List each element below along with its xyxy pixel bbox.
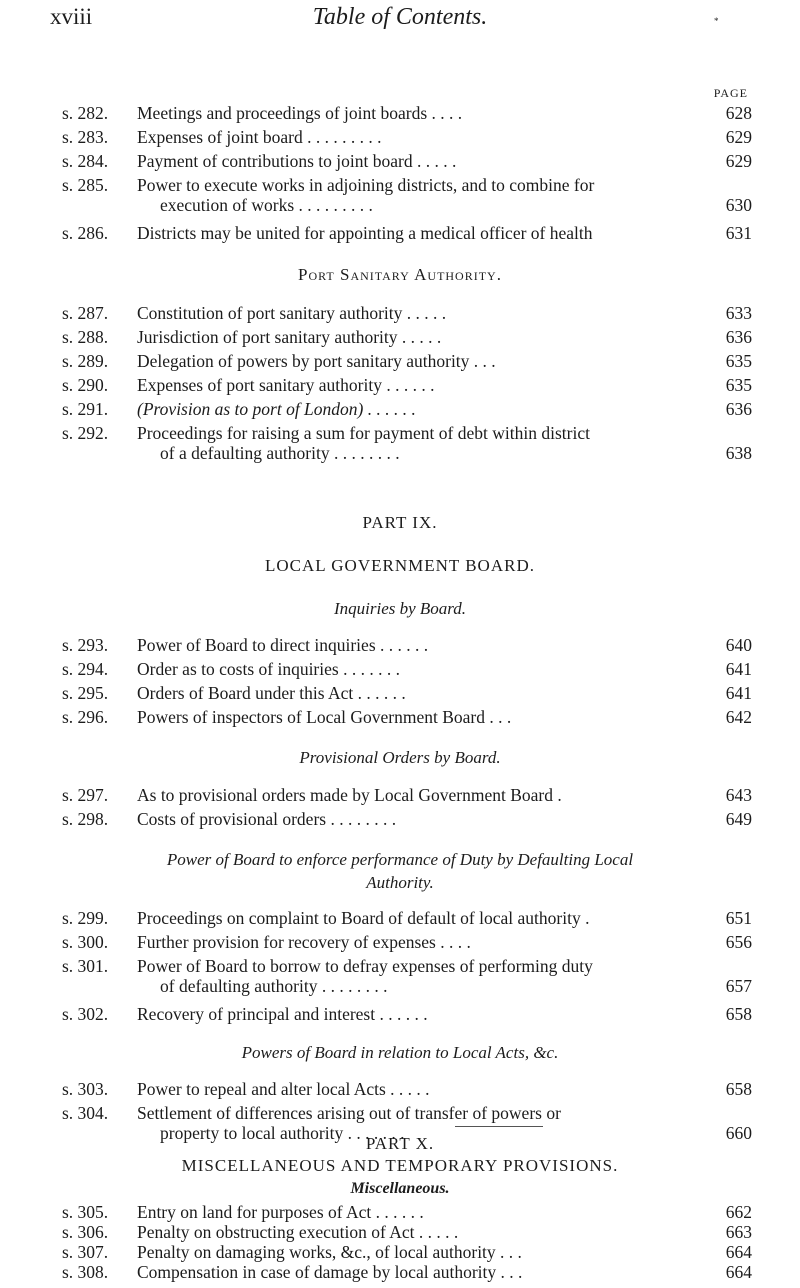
entry-title: Power to execute works in adjoining districts, and to combine for bbox=[137, 175, 595, 195]
section-number: s. 287. bbox=[62, 303, 109, 323]
section-number: s. 290. bbox=[62, 375, 109, 395]
section-number: s. 282. bbox=[62, 103, 109, 123]
entry-title-continued: property to local authority . . . . . . . bbox=[160, 1123, 405, 1143]
entry-title: Compensation in case of damage by local authority . . . bbox=[137, 1262, 523, 1282]
subheading-provisional-orders: Provisional Orders by Board. bbox=[299, 748, 501, 767]
page-column-label: PAGE bbox=[713, 86, 748, 100]
subheading-inquiries: Inquiries by Board. bbox=[333, 599, 467, 618]
entry-title: Penalty on damaging works, &c., of local authority . . . bbox=[137, 1242, 522, 1262]
entry-title: (Provision as to port of London) . . . . . . bbox=[137, 399, 416, 419]
section-number: s. 308. bbox=[62, 1262, 109, 1282]
page-number: 633 bbox=[725, 303, 752, 323]
section-number: s. 300. bbox=[62, 932, 109, 952]
entry-title: Powers of inspectors of Local Government Board . . . bbox=[137, 707, 512, 727]
entry-title: Power of Board to direct inquiries . . . . . . bbox=[137, 635, 429, 655]
section-number: s. 289. bbox=[62, 351, 109, 371]
entry-title: Proceedings on complaint to Board of default of local authority . bbox=[137, 908, 590, 928]
page-number: 656 bbox=[725, 932, 752, 952]
entry-title: Districts may be united for appointing a medical officer of health bbox=[137, 223, 593, 243]
page-number: 635 bbox=[725, 351, 752, 371]
subheading-defaulting-authority: Power of Board to enforce performance of Duty by Defaulting Local bbox=[166, 850, 634, 869]
section-number: s. 304. bbox=[62, 1103, 109, 1123]
part-x-heading: PART X. bbox=[365, 1134, 435, 1153]
subheading-miscellaneous: Miscellaneous. bbox=[350, 1180, 450, 1197]
entry-title: Payment of contributions to joint board . . . . . bbox=[137, 151, 457, 171]
section-number: s. 306. bbox=[62, 1222, 109, 1242]
page-number: 635 bbox=[725, 375, 752, 395]
section-number: s. 284. bbox=[62, 151, 109, 171]
page-number: 636 bbox=[725, 327, 752, 347]
entry-title: Expenses of port sanitary authority . . . . . . bbox=[137, 375, 435, 395]
page-number: 641 bbox=[725, 683, 752, 703]
page-number: 643 bbox=[725, 785, 752, 805]
page-number: 641 bbox=[725, 659, 752, 679]
page-number: 662 bbox=[725, 1202, 752, 1222]
entry-title: As to provisional orders made by Local Government Board . bbox=[137, 785, 562, 805]
section-number: s. 297. bbox=[62, 785, 109, 805]
section-number: s. 301. bbox=[62, 956, 109, 976]
page-number: 664 bbox=[725, 1242, 752, 1262]
section-divider bbox=[455, 1126, 543, 1127]
entry-title: Proceedings for raising a sum for payment of debt within district bbox=[137, 423, 590, 443]
page-number: 664 bbox=[725, 1262, 752, 1282]
page-number: 640 bbox=[725, 635, 752, 655]
running-title: Table of Contents. bbox=[312, 4, 488, 30]
page-number: 630 bbox=[725, 195, 752, 215]
subheading-port-sanitary: Port Sanitary Authority. bbox=[298, 265, 502, 284]
section-number: s. 307. bbox=[62, 1242, 109, 1262]
section-number: s. 285. bbox=[62, 175, 109, 195]
entry-title: Costs of provisional orders . . . . . . . . bbox=[137, 809, 397, 829]
entry-title: Settlement of differences arising out of transfer of powers or bbox=[137, 1103, 561, 1123]
page-number: 631 bbox=[725, 223, 752, 243]
page-number: 629 bbox=[725, 127, 752, 147]
page-number: 660 bbox=[725, 1123, 752, 1143]
section-number: s. 292. bbox=[62, 423, 109, 443]
entry-title: Order as to costs of inquiries . . . . . . . bbox=[137, 659, 400, 679]
section-number: s. 305. bbox=[62, 1202, 109, 1222]
entry-title: Constitution of port sanitary authority . . . . . bbox=[137, 303, 447, 323]
section-number: s. 286. bbox=[62, 223, 109, 243]
section-number: s. 294. bbox=[62, 659, 109, 679]
entry-title: Meetings and proceedings of joint boards . . . . bbox=[137, 103, 463, 123]
page-number: 658 bbox=[725, 1004, 752, 1024]
part-x-title: MISCELLANEOUS AND TEMPORARY PROVISIONS. bbox=[181, 1156, 619, 1175]
entry-title: Entry on land for purposes of Act . . . . . . bbox=[137, 1202, 424, 1222]
part-ix-title: LOCAL GOVERNMENT BOARD. bbox=[265, 556, 535, 575]
entry-title: Penalty on obstructing execution of Act . . . . . bbox=[137, 1222, 459, 1242]
subheading-defaulting-authority-cont: Authority. bbox=[366, 873, 434, 892]
section-number: s. 295. bbox=[62, 683, 109, 703]
printer-mark: * bbox=[714, 16, 719, 26]
page-number: 636 bbox=[725, 399, 752, 419]
entry-title-continued: execution of works . . . . . . . . . bbox=[160, 195, 373, 215]
part-ix-heading: PART IX. bbox=[362, 513, 438, 532]
subheading-local-acts: Powers of Board in relation to Local Acts, &c. bbox=[241, 1043, 559, 1062]
section-number: s. 299. bbox=[62, 908, 109, 928]
entry-title: Recovery of principal and interest . . . . . . bbox=[137, 1004, 428, 1024]
section-number: s. 298. bbox=[62, 809, 109, 829]
section-number: s. 283. bbox=[62, 127, 109, 147]
section-number: s. 291. bbox=[62, 399, 109, 419]
page-number: 642 bbox=[725, 707, 752, 727]
section-number: s. 296. bbox=[62, 707, 109, 727]
section-number: s. 288. bbox=[62, 327, 109, 347]
section-number: s. 293. bbox=[62, 635, 109, 655]
entry-title: Power to repeal and alter local Acts . . . . . bbox=[137, 1079, 430, 1099]
page-number: 629 bbox=[725, 151, 752, 171]
entry-title-continued: of a defaulting authority . . . . . . . . bbox=[160, 443, 400, 463]
entry-title: Jurisdiction of port sanitary authority . . . . . bbox=[137, 327, 442, 347]
page-number: 638 bbox=[725, 443, 752, 463]
page-number: 657 bbox=[725, 976, 752, 996]
page-number: 628 bbox=[725, 103, 752, 123]
entry-title: Orders of Board under this Act . . . . . . bbox=[137, 683, 406, 703]
page-folio: xviii bbox=[50, 4, 93, 29]
page-number: 658 bbox=[725, 1079, 752, 1099]
section-number: s. 302. bbox=[62, 1004, 109, 1024]
running-head bbox=[0, 4, 800, 38]
entry-title: Power of Board to borrow to defray expenses of performing duty bbox=[137, 956, 593, 976]
section-number: s. 303. bbox=[62, 1079, 109, 1099]
entry-title: Delegation of powers by port sanitary authority . . . bbox=[137, 351, 496, 371]
entry-title: Expenses of joint board . . . . . . . . . bbox=[137, 127, 382, 147]
page-number: 663 bbox=[725, 1222, 752, 1242]
entry-title: Further provision for recovery of expenses . . . . bbox=[137, 932, 471, 952]
entry-title-continued: of defaulting authority . . . . . . . . bbox=[160, 976, 388, 996]
page-number: 651 bbox=[725, 908, 752, 928]
page-number: 649 bbox=[725, 809, 752, 829]
